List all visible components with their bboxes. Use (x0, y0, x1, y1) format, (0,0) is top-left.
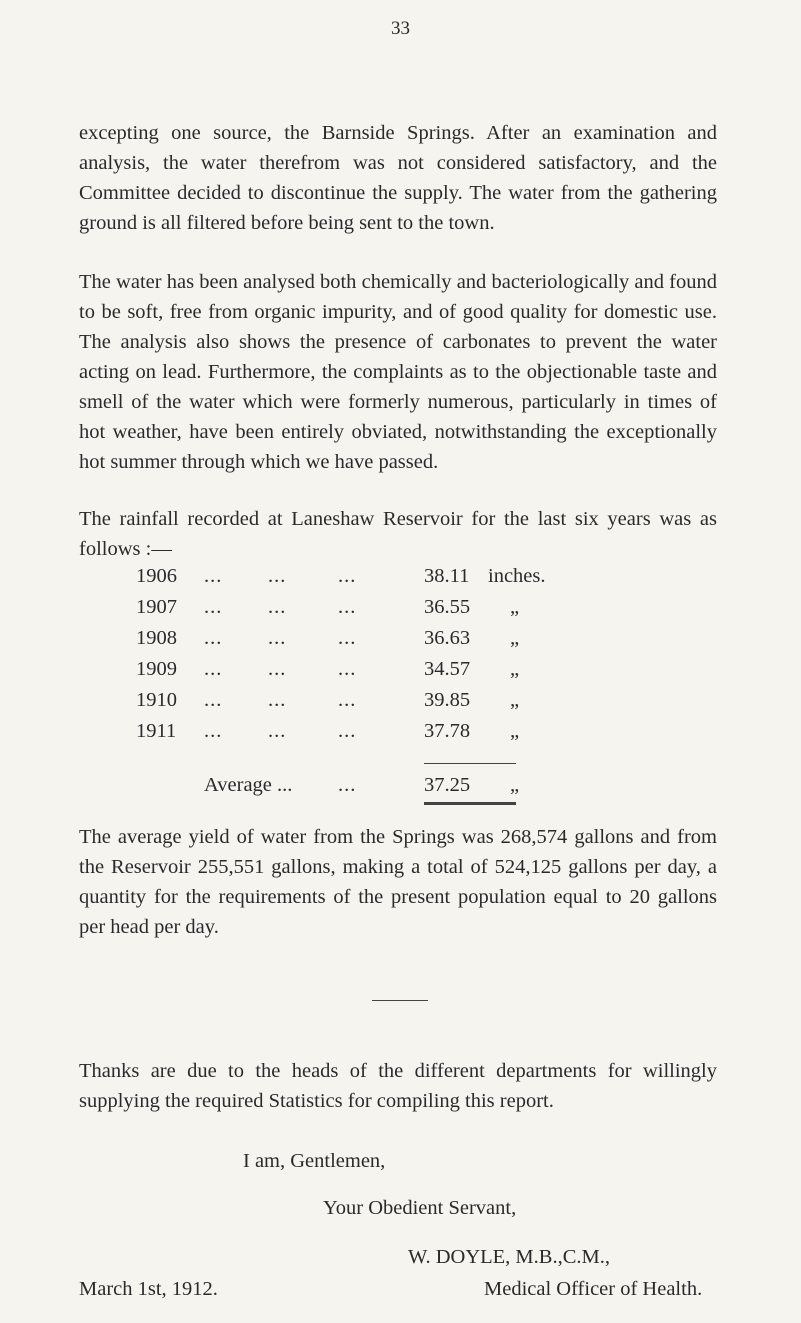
leader-dots: ... (338, 774, 357, 796)
leader-dots: ... (204, 565, 223, 587)
paragraph-rainfall-intro: The rainfall recorded at Laneshaw Reservoir for the last six years was as follows :— (79, 508, 717, 560)
rainfall-unit: inches. (488, 565, 546, 587)
rainfall-year: 1910 (136, 689, 177, 711)
leader-dots: ... (338, 720, 357, 742)
rainfall-unit: „ (510, 689, 520, 711)
rainfall-average-row (0, 774, 801, 804)
rainfall-year: 1907 (136, 596, 177, 618)
leader-dots: ... (268, 658, 287, 680)
rainfall-unit: „ (510, 658, 520, 680)
rainfall-year: 1908 (136, 627, 177, 649)
leader-dots: ... (204, 627, 223, 649)
rainfall-row-1906 (0, 565, 801, 595)
page-number: 33 (391, 18, 410, 39)
rainfall-unit: „ (510, 720, 520, 742)
rainfall-row-1909 (0, 658, 801, 688)
leader-dots: ... (338, 658, 357, 680)
double-rule (424, 802, 516, 805)
rainfall-value: 39.85 (424, 689, 471, 711)
rainfall-value: 34.57 (424, 658, 471, 680)
rainfall-value: 36.63 (424, 627, 471, 649)
rainfall-row-1910 (0, 689, 801, 719)
paragraph-average-yield: The average yield of water from the Springs was 268,574 gallons and from the Reservoir 255,551 gallons, making a total of 524,125 gallons per day, a quantity for the requirements of the present population equal to 20 gallons per head per day. (79, 826, 717, 938)
rainfall-value: 36.55 (424, 596, 471, 618)
salutation: I am, Gentlemen, (243, 1150, 386, 1172)
leader-dots: ... (204, 720, 223, 742)
leader-dots: ... (338, 565, 357, 587)
leader-dots: ... (338, 596, 357, 618)
leader-dots: ... (268, 596, 287, 618)
leader-dots: ... (204, 658, 223, 680)
leader-dots: ... (268, 627, 287, 649)
signature-name: W. DOYLE, M.B.,C.M., (408, 1246, 610, 1268)
rainfall-row-1908 (0, 627, 801, 657)
signature-title: Medical Officer of Health. (484, 1278, 703, 1300)
leader-dots: ... (204, 596, 223, 618)
leader-dots: ... (268, 689, 287, 711)
rainfall-value: 38.11 (424, 565, 470, 587)
leader-dots: ... (268, 565, 287, 587)
rainfall-unit: „ (510, 596, 520, 618)
average-unit: „ (510, 774, 520, 796)
sum-rule (424, 763, 516, 764)
rainfall-row-1907 (0, 596, 801, 626)
leader-dots: ... (338, 627, 357, 649)
paragraph-thanks: Thanks are due to the heads of the different departments for willingly supplying the required Statistics for compiling this report. (79, 1060, 717, 1112)
paragraph-water-analysis: The water has been analysed both chemically and bacteriologically and found to be soft, free from organic impurity, and of good quality for domestic use. The analysis also shows the presence of carbonates to prevent the water acting on lead. Furthermore, the complaints as to the objectionable taste and smell of the water which were formerly numerous, particularly in times of hot weather, have been entirely obviated, notwithstanding the exceptionally hot summer through which we have passed. (79, 271, 717, 473)
valediction: Your Obedient Servant, (323, 1197, 517, 1219)
paragraph-barnside-springs: excepting one source, the Barnside Springs. After an examination and analysis, the water therefrom was not considered satisfactory, and the Committee decided to discontinue the supply. The water from the gathering ground is all filtered before being sent to the town. (79, 122, 717, 234)
leader-dots: ... (338, 689, 357, 711)
rainfall-year: 1906 (136, 565, 177, 587)
rainfall-year: 1911 (136, 720, 177, 742)
report-date: March 1st, 1912. (79, 1278, 218, 1300)
rainfall-row-1911 (0, 720, 801, 750)
rainfall-year: 1909 (136, 658, 177, 680)
average-label: Average ... (204, 774, 293, 796)
rainfall-value: 37.78 (424, 720, 471, 742)
rainfall-unit: „ (510, 627, 520, 649)
leader-dots: ... (268, 720, 287, 742)
section-divider (372, 1000, 428, 1001)
leader-dots: ... (204, 689, 223, 711)
average-value: 37.25 (424, 774, 471, 796)
